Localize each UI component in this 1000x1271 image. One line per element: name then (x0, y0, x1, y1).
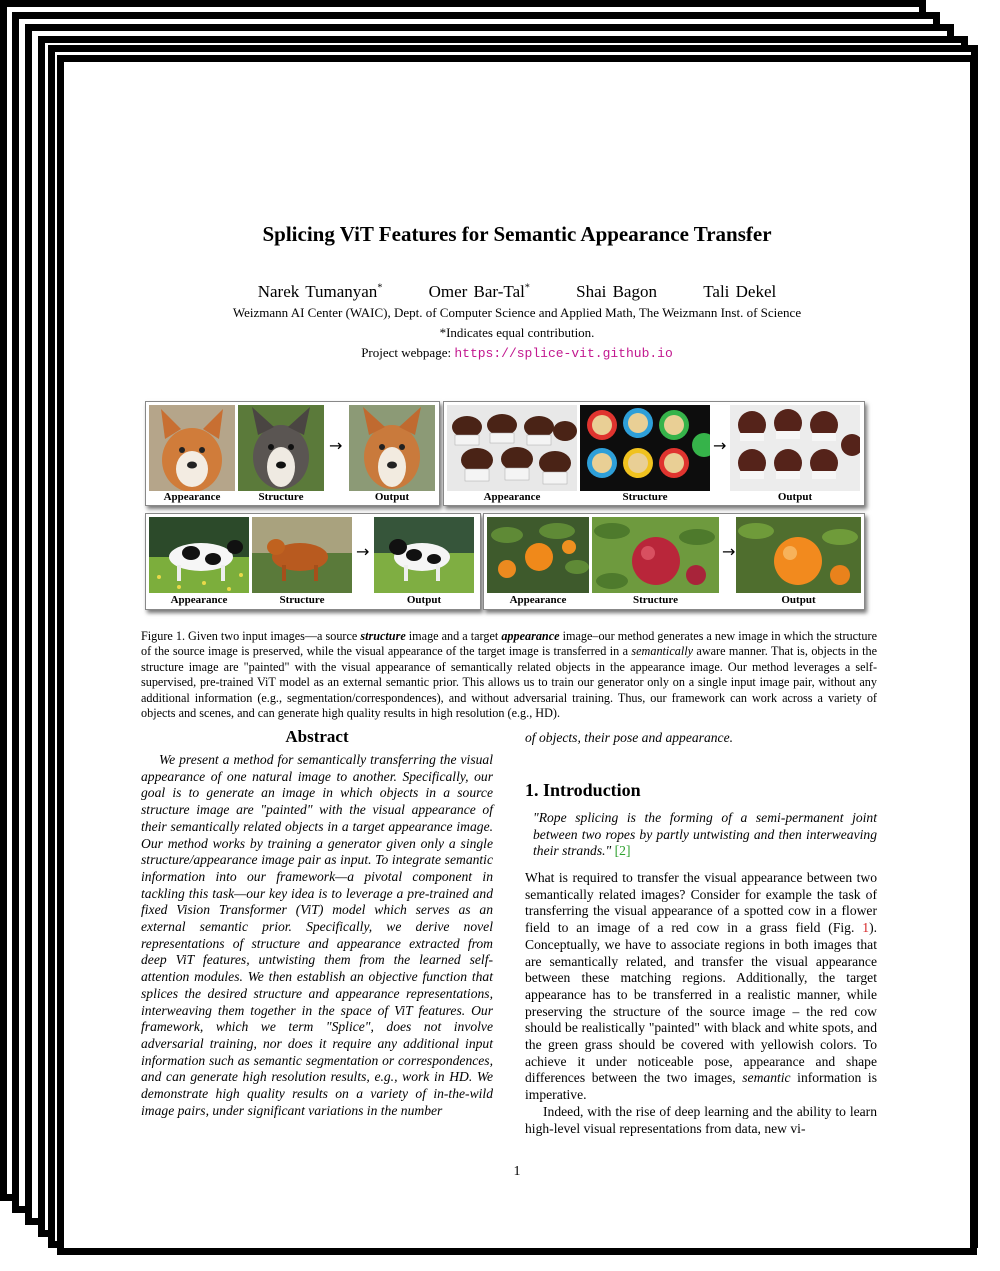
author: Tali Dekel (703, 282, 777, 301)
appearance-image-cupcakes (447, 405, 577, 491)
label-output: Output (781, 594, 816, 606)
affiliation: Weizmann AI Center (WAIC), Dept. of Computer Science and Applied Math, The Weizmann Inst. of Science (232, 305, 802, 320)
output-image-cupcakes (730, 405, 860, 491)
label-output: Output (777, 491, 813, 503)
figure-caption: Figure 1. Given two input images—a source structure image and a target appearance image–our method generates a new image in which the structure of the source image is preserved, while the visual appearance of the target image is transferred in a semantically aware manner. That is, objects in the structure image are "painted" with the visual appearance of semantically related objects in the appearance image. Our method leverages a self-supervised, pre-trained ViT model as an external semantic prior. This allows us to train our generator only on a single input image pair, without any additional information (e.g., segmentation/correspondences), and without adversarial training. Thus, our framework can work across a variety of objects and scenes, and can generate high quality results in high resolution (e.g., HD). (141, 629, 878, 721)
epigraph-quote: "Rope splicing is the forming of a semi-permanent joint between two ropes by partly untwisting and then interweaving their strands." [2] (533, 810, 877, 859)
introduction-heading: 1. Introduction (525, 780, 641, 800)
author-list (64, 282, 970, 302)
appearance-image-oranges (487, 517, 589, 593)
author: Shai Bagon (576, 282, 657, 301)
project-webpage-link[interactable]: https://splice-vit.github.io (454, 346, 673, 361)
label-structure: Structure (258, 491, 304, 503)
author: Omer Bar-Tal* (428, 282, 530, 301)
introduction-text (525, 870, 877, 1137)
output-image-dog (349, 405, 435, 491)
output-image-orange (736, 517, 861, 593)
figure-group-cows (145, 513, 481, 610)
label-appearance: Appearance (483, 491, 541, 503)
label-structure: Structure (632, 594, 678, 606)
output-image-cow (374, 517, 474, 593)
equal-contribution-note: *Indicates equal contribution. (439, 325, 595, 340)
figure-group-cupcakes (443, 401, 865, 506)
abstract-text: We present a method for semantically transferring the visual appearance of one natural image to another. Specifically, our goal is to generate an image in which objects in a source structure image are "painted" with the visual appearance of their semantically related objects in a target appearance image. Our method works by training a generator given only a single structure/appearance image pair as input. To integrate semantic information into our framework—a pivotal component in tackling this task—our key idea is to leverage a pre-trained and fixed Vision Transformer (ViT) model which serves as an external semantic prior. Specifically, we derive novel representations of structure and appearance extracted from deep ViT features, untwisting them from the learned self-attention modules. We then establish an objective function that splices the desired structure and appearance representations, interweaving them together in the space of ViT features. Our framework, which we term "Splice", does not involve adversarial training, nor does it require any additional input information such as semantic segmentation or correspondences, and can generate high resolution results, e.g., work in HD. We demonstrate high quality results on a variety of in-the-wild image pairs, under significant variations in the number (141, 752, 493, 1118)
figure-group-dogs (145, 401, 440, 506)
paper-title: Splicing ViT Features for Semantic Appearance Transfer (262, 222, 772, 246)
structure-image-apple (592, 517, 719, 593)
arrow-icon: → (722, 542, 736, 561)
author: Narek Tumanyan* (257, 282, 383, 301)
project-webpage: Project webpage: https://splice-vit.github.io (361, 345, 673, 361)
appearance-image-cow (149, 517, 249, 593)
label-appearance: Appearance (163, 491, 221, 503)
structure-image-dog (238, 405, 324, 491)
structure-image-cupcakes (580, 405, 710, 491)
abstract-continuation: of objects, their pose and appearance. (525, 730, 734, 745)
figure-group-fruit (483, 513, 865, 610)
intro-paragraph: What is required to transfer the visual appearance between two semantically related images? Consider for example the task of transferring the visual appearance of a spotted cow in a flower field to an image of a red cow in a grass field (Fig. 1). Conceptually, we have to associate regions in both images that are semantically related, and transfer the visual appearance between these matching regions. Additionally, the target appearance has to be transferred in a realistic manner, while preserving the structure of the source image – the red cow should be realistically "painted" with black and white spots, and the green grass should be covered with yellowish colors. To achieve it under noticeable pose, appearance and shape differences between the two images, semantic information is imperative. (525, 870, 877, 1103)
arrow-icon: → (356, 542, 370, 561)
label-output: Output (406, 594, 442, 606)
label-structure: Structure (622, 491, 668, 503)
citation-link[interactable]: [2] (614, 843, 631, 859)
label-output: Output (374, 491, 410, 503)
label-structure: Structure (279, 594, 325, 606)
label-appearance: Appearance (170, 594, 228, 606)
paper-page (57, 55, 977, 1255)
figure-ref-link[interactable]: 1 (862, 920, 870, 936)
label-appearance: Appearance (509, 594, 567, 606)
appearance-image-dog (149, 405, 235, 491)
intro-paragraph: Indeed, with the rise of deep learning and the ability to learn high-level visual representations from data, new vi- (525, 1103, 877, 1136)
arrow-icon: → (329, 436, 343, 455)
structure-image-cow (252, 517, 352, 593)
abstract-heading: Abstract (285, 727, 349, 746)
page-number: 1 (513, 1164, 521, 1179)
arrow-icon: → (713, 436, 727, 455)
